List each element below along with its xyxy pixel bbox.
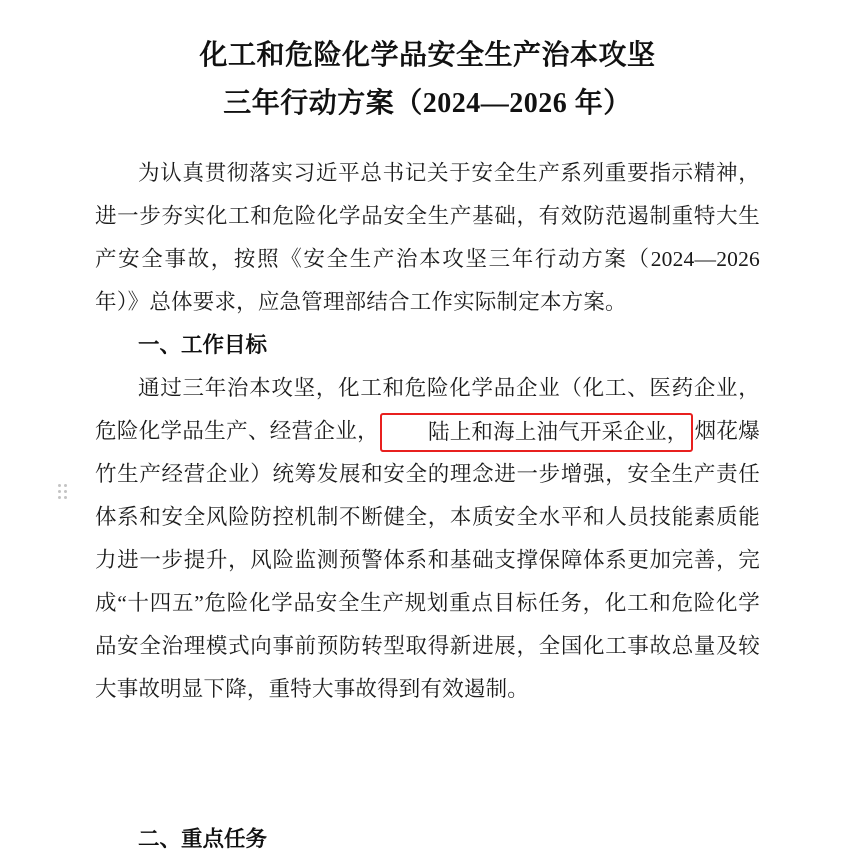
handle-dot bbox=[64, 490, 67, 493]
next-section-heading-partial: 二、重点任务 bbox=[138, 827, 268, 851]
handle-dot bbox=[58, 490, 61, 493]
title-line-2: 三年行动方案（2024—2026 年） bbox=[223, 88, 632, 119]
paragraph-goals bbox=[95, 367, 760, 711]
title-line-1: 化工和危险化学品安全生产治本攻坚 bbox=[199, 40, 656, 71]
document-content bbox=[95, 152, 760, 711]
handle-dot bbox=[64, 496, 67, 499]
handle-dot bbox=[64, 484, 67, 487]
drag-handle-icon[interactable] bbox=[58, 484, 68, 500]
goal-text-after: 烟花爆竹生产经营企业）统筹发展和安全的理念进一步增强，安全生产责任体系和安全风险防控机制不断健全，本质安全水平和人员技能素质能力进一步提升，风险监测预警体系和基础支撑保障体系更加完善，完成“十四五”危险化学品安全生产规划重点目标任务，化工和危险化学品安全治理模式向事前预防转型取得新进展，全国化工事故总量及较大事故明显下降，重特大事故得到有效遏制。 bbox=[95, 419, 760, 701]
paragraph-intro: 为认真贯彻落实习近平总书记关于安全生产系列重要指示精神，进一步夯实化工和危险化学品安全生产基础，有效防范遏制重特大生产安全事故，按照《安全生产治本攻坚三年行动方案（2024—2026 年）》总体要求，应急管理部结合工作实际制定本方案。 bbox=[95, 161, 760, 314]
highlighted-phrase[interactable]: 陆上和海上油气开采企业， bbox=[380, 413, 693, 452]
handle-dot bbox=[58, 496, 61, 499]
document-title bbox=[95, 0, 760, 128]
handle-dot bbox=[58, 484, 61, 487]
goal-text-before: 通过三年治本攻坚，化工和危险化学品企业（化工、医药企业，危险化学品生产、经营企业， bbox=[95, 376, 760, 443]
document-body bbox=[95, 0, 760, 711]
section-heading-work-goals: 一、工作目标 bbox=[138, 333, 268, 357]
